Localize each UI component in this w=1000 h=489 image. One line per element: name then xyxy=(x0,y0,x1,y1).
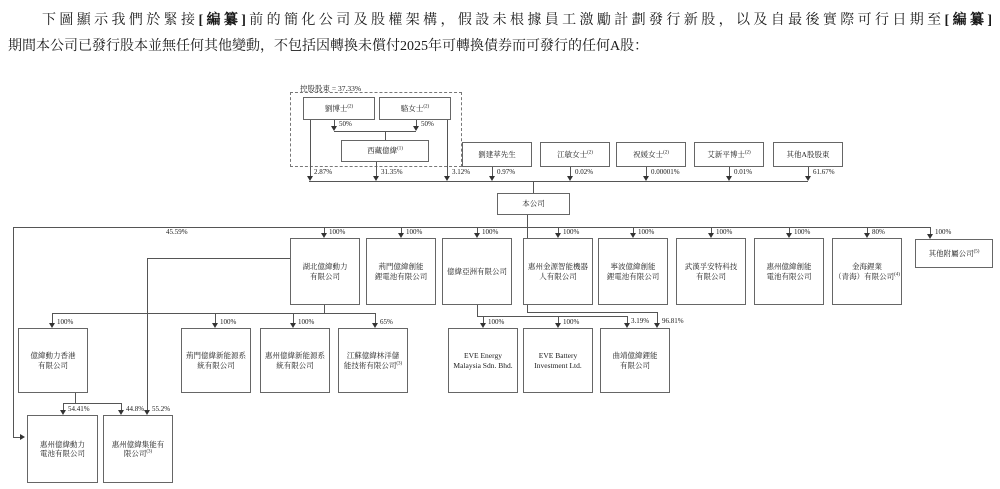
connector-line xyxy=(533,181,534,193)
footnote-superscript: (2) xyxy=(587,150,593,156)
company-name-text: 有限公司 xyxy=(620,360,650,370)
ownership-percentage-label: 3.12% xyxy=(452,168,471,176)
connector-arrow xyxy=(373,176,379,181)
connector-arrow xyxy=(331,126,337,131)
company-name-text: （青海）有限公司$^{(4)}$ xyxy=(834,271,900,281)
footnote-superscript: (2) xyxy=(347,104,354,110)
connector-line xyxy=(309,181,808,182)
company-name-text: 其他附屬公司$^{(5)}$ xyxy=(928,248,980,258)
connector-line xyxy=(477,305,478,316)
wuhan-fuante-box xyxy=(676,238,746,305)
huizhou-eve-chuangneng-box xyxy=(754,238,824,305)
company-name-text: 劉博士$^{(2)}$ xyxy=(324,103,354,113)
connector-line xyxy=(527,312,657,313)
company-name-text: 鋰電池有限公司 xyxy=(374,271,428,281)
footnote-superscript: (5) xyxy=(973,249,980,255)
eve-asia-box xyxy=(442,238,512,305)
ownership-percentage-label: 65% xyxy=(380,318,393,326)
connector-line xyxy=(385,131,386,140)
ownership-percentage-label: 0.01% xyxy=(734,168,753,176)
company-name-text: Malaysia Sdn. Bhd. xyxy=(453,360,513,370)
connector-line xyxy=(75,393,76,403)
company-name-text: 惠州億緯新能源系 xyxy=(265,351,325,360)
company-name-text: 駱女士$^{(2)}$ xyxy=(400,103,430,113)
ownership-percentage-label: 50% xyxy=(339,120,352,128)
ownership-percentage-label: 100% xyxy=(794,228,811,236)
company-name-text: 人有限公司 xyxy=(539,271,577,281)
jiangsu-eve-linyang-box xyxy=(338,328,408,393)
company-name-text: 統有限公司 xyxy=(276,360,314,370)
other-a-shareholders-box xyxy=(773,142,843,167)
company-name-text: 電池有限公司 xyxy=(40,449,85,458)
company-name-text: 有限公司 xyxy=(38,360,68,370)
qujing-eve-box xyxy=(600,328,670,393)
ownership-percentage-label: 96.81% xyxy=(662,317,684,325)
ownership-percentage-label: 100% xyxy=(298,318,315,326)
connector-arrow xyxy=(444,176,450,181)
company-name-text: 惠州億緯創能 xyxy=(766,262,812,271)
company-name-text: 江蘇億緯林洋儲 xyxy=(346,351,400,360)
paragraph-text: 前的簡化公司及股權架構，假設未根據員工激勵計劃發行新股，以及自最後實際可行日期至 xyxy=(245,13,945,28)
ownership-percentage-label: 61.67% xyxy=(813,168,835,176)
ownership-percentage-label: 100% xyxy=(638,228,655,236)
company-name-text: 鋰電池有限公司 xyxy=(606,271,660,281)
hubei-eve-power-box xyxy=(290,238,360,305)
company-name-text: 其他A股股東 xyxy=(786,149,830,159)
company-name-text: 西藏億緯$^{(1)}$ xyxy=(367,146,403,156)
redacted-placeholder: [編纂] xyxy=(198,13,246,28)
company-name-text: 艾新平博士$^{(2)}$ xyxy=(707,149,751,159)
ownership-percentage-label: 100% xyxy=(488,318,505,326)
ownership-percentage-label: 100% xyxy=(406,228,423,236)
connector-arrow xyxy=(567,176,573,181)
company-name-text: 荊門億緯新能源系 xyxy=(186,351,246,360)
connector-line xyxy=(310,120,311,178)
connector-line xyxy=(63,403,121,404)
company-name-text: 惠州金源智能機器 xyxy=(528,262,588,271)
paragraph-text: 下圖顯示我們於緊接 xyxy=(42,13,199,28)
the-company-box xyxy=(497,193,570,215)
connector-line xyxy=(447,120,448,178)
connector-line xyxy=(13,227,930,228)
connector-arrow xyxy=(307,176,313,181)
eve-energy-malaysia-box xyxy=(448,328,518,393)
controlling-shareholders-label: 控股股東 = 37.33% xyxy=(300,84,362,93)
ownership-percentage-label: 0.97% xyxy=(497,168,516,176)
footnote-superscript: (4) xyxy=(894,272,900,277)
company-name-text: 寧波億緯創能 xyxy=(610,262,656,271)
company-name-text: EVE Energy xyxy=(464,351,502,360)
company-name-text: 限公司$^{(3)}$ xyxy=(123,449,153,458)
ownership-percentage-label: 100% xyxy=(935,228,952,236)
company-name-text: EVE Battery xyxy=(538,351,578,360)
company-name-text: 電池有限公司 xyxy=(766,271,812,281)
company-name-text: 武漢孚安特科技 xyxy=(684,262,738,271)
dr-ai-xinping-box xyxy=(694,142,764,167)
company-name-text: 荊門億緯創能 xyxy=(378,262,424,271)
ningbo-eve-chuangneng-box xyxy=(598,238,668,305)
company-name-text: 惠州億緯動力 xyxy=(40,439,85,449)
company-name-text: 江敏女士$^{(2)}$ xyxy=(557,149,593,159)
eve-battery-investment-box xyxy=(523,328,593,393)
connector-arrow xyxy=(726,176,732,181)
ownership-percentage-label: 0.02% xyxy=(575,168,594,176)
connector-line xyxy=(324,305,325,313)
company-name-text: 統有限公司 xyxy=(197,360,235,370)
redacted-placeholder: [編纂] xyxy=(944,13,992,28)
huizhou-eve-jineng-box xyxy=(103,415,173,483)
ownership-percentage-label: 80% xyxy=(872,228,885,236)
company-name-text: 億緯亞洲有限公司 xyxy=(447,266,507,276)
footnote-superscript: (3) xyxy=(146,449,153,455)
tibet-eve-box xyxy=(341,140,429,162)
footnote-superscript: (2) xyxy=(744,150,751,156)
company-name-text: 惠州億緯集能有 xyxy=(111,439,165,449)
footnote-superscript: (1) xyxy=(397,146,403,152)
ownership-percentage-label: 100% xyxy=(482,228,499,236)
connector-line xyxy=(13,227,14,437)
ownership-percentage-label: 100% xyxy=(329,228,346,236)
company-name-text: 祝媛女士$^{(2)}$ xyxy=(633,149,669,159)
ownership-percentage-label: 44.8% xyxy=(126,405,145,413)
ownership-percentage-label: 100% xyxy=(563,228,580,236)
intro-paragraph-line2: 期間本公司已發行股本並無任何其他變動，不包括因轉換未償付2025年可轉換債券而可發行的任何A股： xyxy=(8,39,649,54)
company-name-text: Investment Ltd. xyxy=(534,360,582,370)
footnote-superscript: (3) xyxy=(396,361,403,366)
ownership-percentage-label: 31.35% xyxy=(381,168,403,176)
connector-line xyxy=(147,258,148,413)
eve-power-hk-box xyxy=(18,328,88,393)
company-name-text: 本公司 xyxy=(522,199,545,209)
footnote-superscript: (2) xyxy=(663,150,669,156)
ms-zhu-yuan-box xyxy=(616,142,686,167)
company-name-text: 金海鋰業 xyxy=(852,262,882,271)
connector-arrow xyxy=(805,176,811,181)
ownership-percentage-label: 100% xyxy=(563,318,580,326)
connector-line xyxy=(334,131,416,132)
company-name-text: 劉建萃先生 xyxy=(478,149,516,159)
ms-jiang-min-box xyxy=(540,142,610,167)
huizhou-eve-new-energy-box xyxy=(260,328,330,393)
company-name-text: 有限公司 xyxy=(310,271,340,281)
company-name-text: 湖北億緯動力 xyxy=(302,262,348,271)
connector-arrow xyxy=(643,176,649,181)
connector-arrow xyxy=(20,434,25,440)
company-name-text: 有限公司 xyxy=(696,271,726,281)
ownership-percentage-label: 45.59% xyxy=(166,228,188,236)
dr-liu-box xyxy=(303,97,375,120)
ownership-percentage-label: 55.2% xyxy=(152,405,171,413)
other-subsidiaries-box xyxy=(915,239,993,268)
ownership-percentage-label: 3.19% xyxy=(631,317,650,325)
jingmen-eve-new-energy-box xyxy=(181,328,251,393)
company-name-text: 能技術有限公司$^{(3)}$ xyxy=(343,360,403,370)
ownership-percentage-label: 2.87% xyxy=(314,168,333,176)
connector-arrow xyxy=(489,176,495,181)
connector-line xyxy=(147,258,290,259)
ownership-percentage-label: 100% xyxy=(220,318,237,326)
company-name-text: 億緯動力香港 xyxy=(30,351,76,360)
mr-liu-jiancui-box xyxy=(462,142,532,167)
huizhou-eve-power-battery-box xyxy=(27,415,98,483)
ownership-percentage-label: 100% xyxy=(716,228,733,236)
jingmen-eve-chuangneng-box xyxy=(366,238,436,305)
ownership-percentage-label: 50% xyxy=(421,120,434,128)
ownership-percentage-label: 54.41% xyxy=(68,405,90,413)
jinhai-lithium-qinghai-box xyxy=(832,238,902,305)
company-name-text: 曲靖億緯鋰能 xyxy=(612,351,658,360)
connector-line xyxy=(52,313,375,314)
connector-arrow xyxy=(413,126,419,131)
connector-line xyxy=(477,316,627,317)
huizhou-jinyuan-robot-box xyxy=(523,238,593,305)
ownership-percentage-label: 0.00001% xyxy=(651,168,680,176)
ms-luo-box xyxy=(379,97,451,120)
footnote-superscript: (2) xyxy=(423,104,430,110)
ownership-percentage-label: 100% xyxy=(57,318,74,326)
